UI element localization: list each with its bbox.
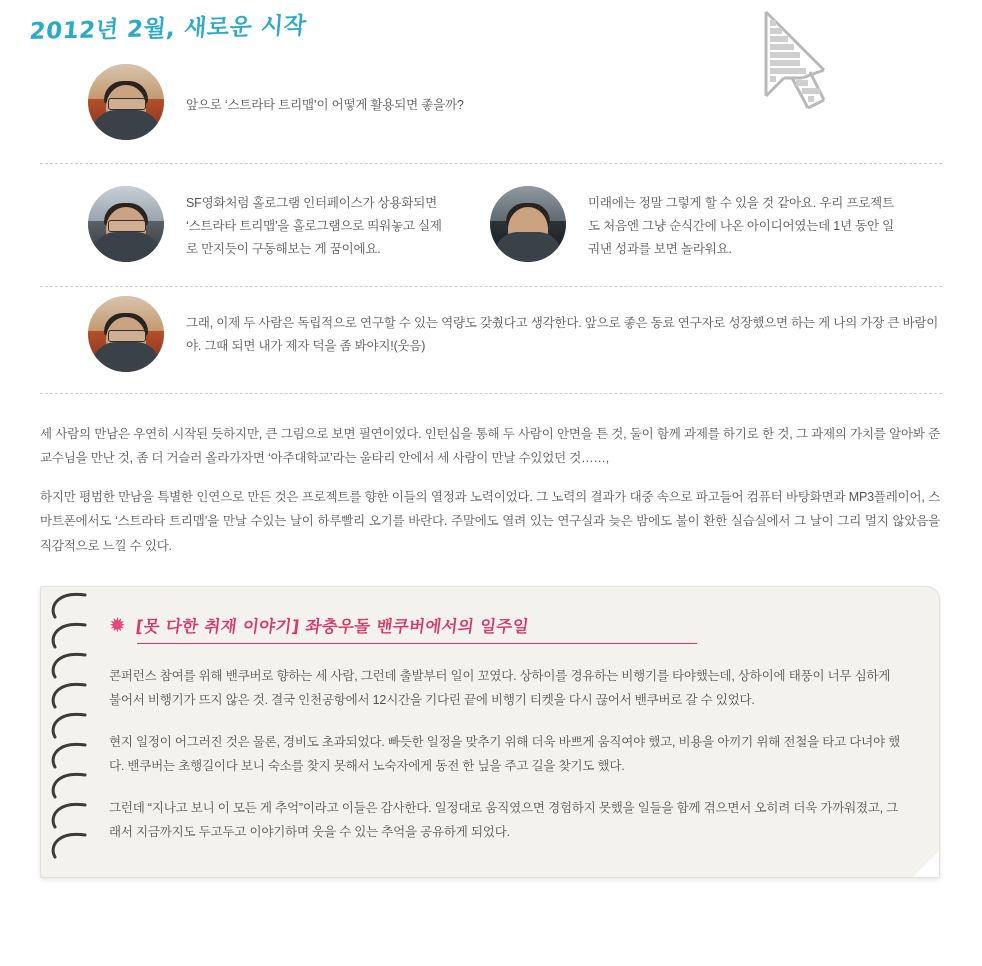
avatar	[88, 296, 164, 372]
quote-text: 앞으로 ‘스트라타 트리맵’이 어떻게 활용되면 좋을까?	[186, 98, 464, 112]
quote-block	[490, 186, 920, 262]
divider	[40, 286, 942, 287]
star-icon: ✹	[109, 615, 126, 637]
quote-text: SF영화처럼 홀로그램 인터페이스가 상용화되면 ‘스트라타 트리맵’을 홀로그램으로 띄워놓고 실제로 만지듯이 구동해보는 게 꿈이에요.	[186, 196, 442, 257]
notebook-title-row	[109, 613, 905, 637]
quote-block	[88, 64, 608, 140]
notebook-card	[40, 586, 940, 878]
body-paragraph-1: 세 사람의 만남은 우연히 시작된 듯하지만, 큰 그림으로 보면 필연이었다. 인턴십을 통해 두 사람이 안면을 튼 것, 둘이 함께 과제를 하기로 한 것, 그 과제의 가치를 알아봐 준 교수님을 만난 것, 좀 더 거슬러 올라가자면 ‘아주대학교’라는 울타리 안에서 세 사람이 만날 수있었던 것……,	[40, 427, 940, 466]
body-paragraph-2: 하지만 평범한 만남을 특별한 인연으로 만든 것은 프로젝트를 향한 이들의 열정과 노력이었다. 그 노력의 결과가 대중 속으로 파고들어 컴퓨터 바탕화면과 MP3플레이어, 스마트폰에서도 ‘스트라타 트리맵’을 만날 수있는 날이 하루빨리 오기를 바란다. 주말에도 열려 있는 연구실과 늦은 밤에도 불이 환한 실습실에서 그 날이 그리 멀지 않았음을 직감적으로 느낄 수 있다.	[40, 490, 940, 553]
notebook-title-rule	[137, 643, 697, 644]
avatar	[88, 64, 164, 140]
avatar	[490, 186, 566, 262]
mouse-cursor-icon	[762, 8, 842, 113]
quote-text: 미래에는 정말 그렇게 할 수 있을 것 같아요. 우리 프로젝트도 처음엔 그냥 순식간에 나온 아이디어였는데 1년 동안 일궈낸 성과를 보면 놀라워요.	[588, 196, 895, 257]
notebook-paragraph-2: 현지 일정이 어그러진 것은 물론, 경비도 초과되었다. 빠듯한 일정을 맞추기 위해 더욱 바쁘게 움직여야 했고, 비용을 아끼기 위해 전철을 타고 다녀야 했다. 밴쿠버는 초행길이다 보니 숙소를 찾지 못해서 노숙자에게 동전 한 닢을 주고 길을 찾기도 했다.	[109, 734, 901, 774]
avatar	[88, 186, 164, 262]
notebook-paragraph-3: 그런데 “지나고 보니 이 모든 게 추억”이라고 이들은 감사한다. 일정대로 움직였으면 경험하지 못했을 일들을 함께 겪으면서 오히려 더욱 가까워졌고, 그래서 지금까지도 두고두고 이야기하며 웃을 수 있는 추억을 공유하게 되었다.	[109, 800, 899, 839]
divider	[40, 163, 942, 164]
quote-block	[88, 186, 468, 262]
quote-block	[88, 296, 948, 372]
divider	[40, 393, 942, 394]
spiral-binding-icon	[43, 577, 99, 887]
quote-text: 그래, 이제 두 사람은 독립적으로 연구할 수 있는 역량도 갖췄다고 생각한다. 앞으로 좋은 동료 연구자로 성장했으면 하는 게 나의 가장 큰 바람이야. 그때 되면 내가 제자 덕을 좀 봐야지!(웃음)	[186, 316, 939, 354]
notebook-title: [못 다한 취재 이야기] 좌충우돌 밴쿠버에서의 일주일	[134, 617, 530, 636]
page-title: 2012년 2월, 새로운 시작	[28, 13, 308, 45]
notebook-paragraph-1: 콘퍼런스 참여를 위해 밴쿠버로 향하는 세 사람, 그런데 출발부터 일이 꼬였다. 상하이를 경유하는 비행기를 타야했는데, 상하이에 태풍이 너무 심하게 불어서 비행기가 뜨지 않은 것. 결국 인천공항에서 12시간을 기다린 끝에 비행기 티켓을 다시 끊어서 밴쿠버로 갈 수 있었다.	[109, 669, 891, 708]
